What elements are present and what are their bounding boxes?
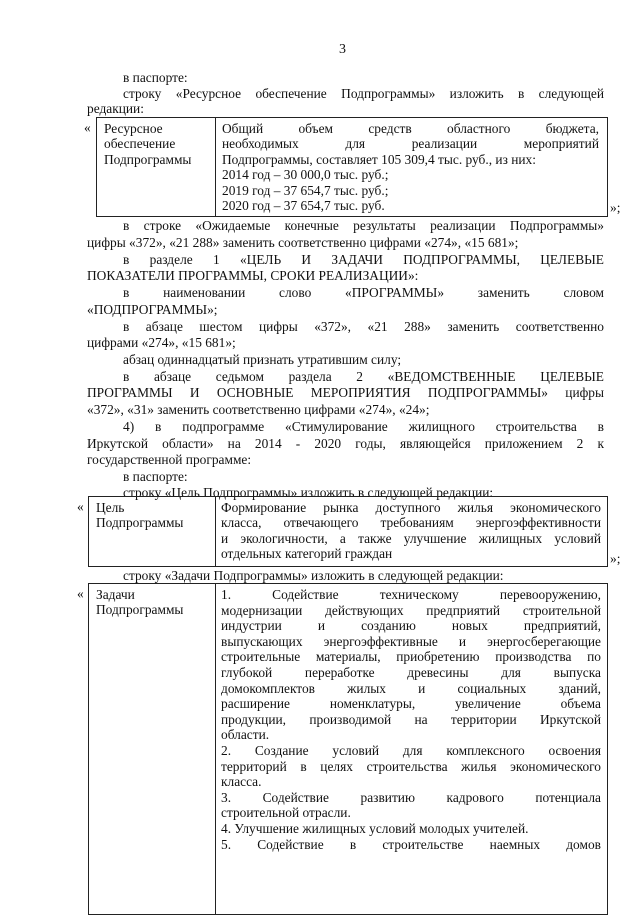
table-value-line: необходимых для реализации мероприятий xyxy=(222,136,599,152)
paragraph-line: в разделе 1 «ЦЕЛЬ И ЗАДАЧИ ПОДПРОГРАММЫ, ЦЕЛЕВЫЕ xyxy=(123,252,604,267)
table-value-line: домокомплектов жилых и социальных зданий, xyxy=(221,680,601,696)
paragraph-line: строку «Цель Подпрограммы» изложить в следующей редакции: xyxy=(123,485,494,500)
paragraph-line: в абзаце седьмом раздела 2 «ВЕДОМСТВЕННЫЕ ЦЕЛЕВЫЕ xyxy=(123,369,604,384)
table-value-line: Общий объем средств областного бюджета, xyxy=(222,121,599,136)
table-label-line: Цель xyxy=(96,500,125,515)
paragraph-line: цифры «372», «21 288» заменить соответственно цифрами «274», «15 681»; xyxy=(87,235,519,250)
open-quote: « xyxy=(77,499,84,514)
table-value-line: индустрии и созданию новых предприятий, xyxy=(221,618,601,634)
paragraph-line: абзац одиннадцатый признать утратившим силу; xyxy=(123,352,402,367)
table-value-line: класса, отвечающего требованиям энергоэффективности xyxy=(221,515,601,531)
table-value-line: строительной отрасли. xyxy=(221,805,351,821)
resource-table xyxy=(96,117,608,217)
table-value-line: 5. Содействие в строительстве наемных домов xyxy=(221,836,601,852)
paragraph-line: в наименовании слово «ПРОГРАММЫ» заменить словом xyxy=(123,285,604,300)
open-quote: « xyxy=(77,586,84,601)
table-value-line: глубокой переработке древесины для выпуска xyxy=(221,664,601,680)
paragraph-line: в строке «Ожидаемые конечные результаты реализации Подпрограммы» xyxy=(123,218,604,233)
table-value-line: 4. Улучшение жилищных условий молодых учителей. xyxy=(221,820,529,836)
table-value-line: 3. Содействие развитию кадрового потенциала xyxy=(221,789,601,805)
page-number: 3 xyxy=(339,42,346,57)
table-label-line: Подпрограммы xyxy=(96,515,184,531)
tasks-table xyxy=(88,583,608,915)
table-value-cell xyxy=(221,500,601,562)
paragraph-line: в паспорте: xyxy=(123,469,188,484)
table-value-line: отдельных категорий граждан xyxy=(221,546,393,562)
paragraph-line: «372», «31» заменить соответственно цифрами «274», «24»; xyxy=(87,402,430,417)
table-value-cell xyxy=(221,587,601,852)
table-value-line: строительные материалы, приобретению производства по xyxy=(221,649,601,665)
goal-table xyxy=(88,496,608,567)
paragraph-line: «ПОДПРОГРАММЫ»; xyxy=(87,302,218,317)
paragraph-line: 4) в подпрограмме «Стимулирование жилищного строительства в xyxy=(123,419,604,434)
table-value-line: 2. Создание условий для комплексного освоения xyxy=(221,742,601,758)
table-label-line: обеспечение xyxy=(104,136,176,152)
table-value-line: выпускающих энергоэффективные и энергосберегающие xyxy=(221,633,601,649)
paragraph-line: строку «Задачи Подпрограммы» изложить в следующей редакции: xyxy=(123,568,504,583)
table-label-line: Ресурсное xyxy=(104,121,163,136)
table-value-line: 2019 год – 37 654,7 тыс. руб.; xyxy=(222,182,389,198)
table-label-cell xyxy=(97,118,216,216)
close-quote: »; xyxy=(610,551,621,566)
table-value-line: продукции, производимой на территории Иркутской xyxy=(221,711,601,727)
table-value-line: 1. Содействие техническому перевооружению, xyxy=(221,587,601,602)
open-quote: « xyxy=(84,120,91,135)
paragraph-line: Иркутской области» на 2014 - 2020 годы, являющейся приложением 2 к xyxy=(87,436,604,451)
table-value-line: Формирование рынка доступного жилья экономического xyxy=(221,500,601,515)
paragraph-line: редакции: xyxy=(87,101,144,116)
table-value-cell xyxy=(222,121,599,213)
table-label-cell xyxy=(89,584,216,914)
paragraph-line: ПОКАЗАТЕЛИ ПРОГРАММЫ, СРОКИ РЕАЛИЗАЦИИ»: xyxy=(87,268,419,283)
table-value-line: 2020 год – 37 654,7 тыс. руб. xyxy=(222,198,385,214)
paragraph-line: цифрами «274», «15 681»; xyxy=(87,335,236,350)
table-value-line: и экологичности, а также улучшение жилищных условий xyxy=(221,530,601,546)
close-quote: »; xyxy=(610,200,621,215)
table-label-line: Задачи xyxy=(96,587,135,602)
table-value-line: класса. xyxy=(221,774,262,790)
paragraph-line: в абзаце шестом цифры «372», «21 288» заменить соответственно xyxy=(123,319,604,334)
paragraph-line: государственной программе: xyxy=(87,452,252,467)
table-label-cell xyxy=(89,497,216,566)
paragraph-line: ПРОГРАММЫ И ОСНОВНЫЕ МЕРОПРИЯТИЯ ПОДПРОГРАММЫ» цифры xyxy=(87,385,604,400)
paragraph-line: в паспорте: xyxy=(123,70,188,85)
table-label-line: Подпрограммы xyxy=(104,151,192,167)
table-value-line: Подпрограммы, составляет 105 309,4 тыс. руб., из них: xyxy=(222,151,536,167)
paragraph-line: строку «Ресурсное обеспечение Подпрограммы» изложить в следующей xyxy=(123,86,604,101)
table-value-line: 2014 год – 30 000,0 тыс. руб.; xyxy=(222,167,389,183)
table-label-line: Подпрограммы xyxy=(96,602,184,618)
table-value-line: территорий в целях строительства жилья экономического xyxy=(221,758,601,774)
table-value-line: области. xyxy=(221,727,270,743)
table-value-line: расширение номенклатуры, увеличение объема xyxy=(221,696,601,712)
table-value-line: модернизации действующих предприятий строительной xyxy=(221,602,601,618)
